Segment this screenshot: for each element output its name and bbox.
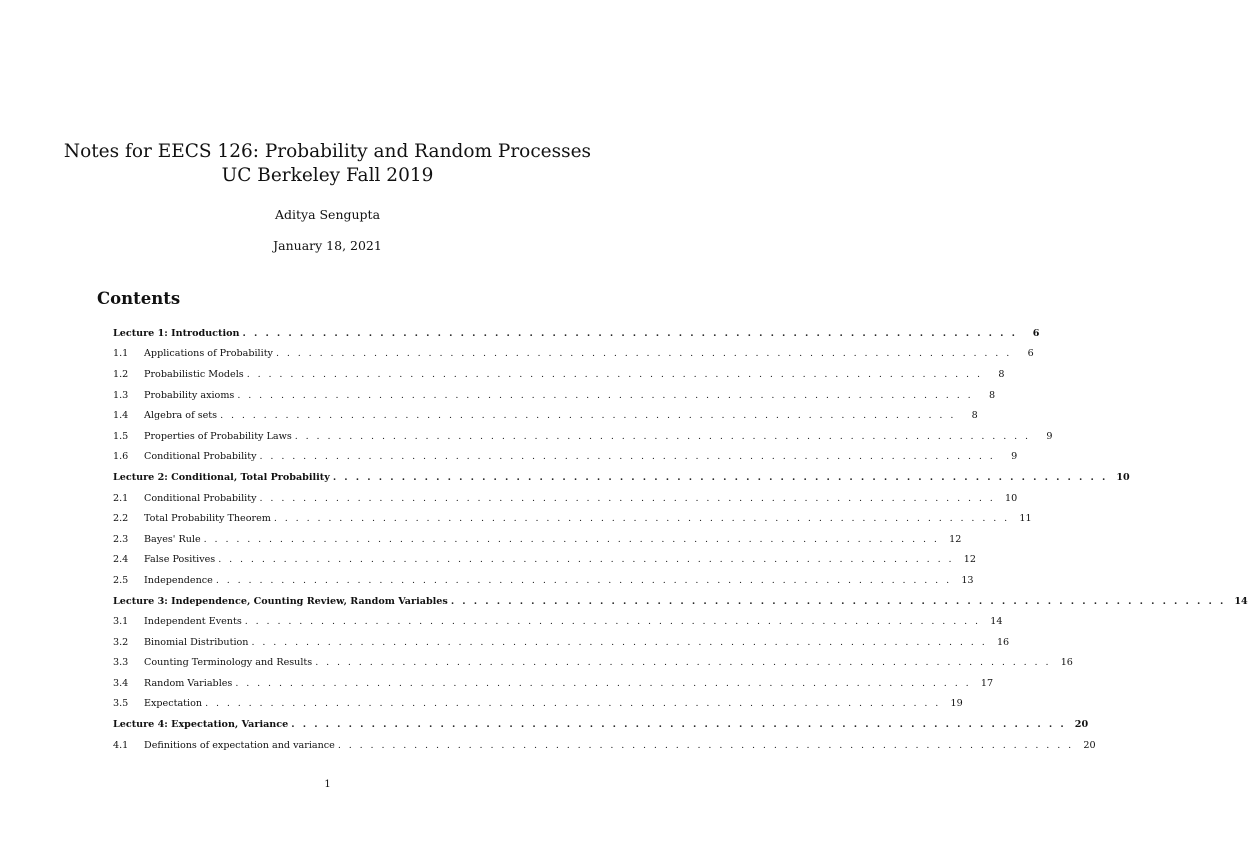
toc-page-number: 8 [988, 389, 996, 401]
toc-section-entry[interactable] [113, 550, 976, 571]
toc-leader-dots: . . . . . . . . . . . . . . . . . . . . . . . . . . . . . . . . . . . . . . . . . . . . . . . . . . . . . . . . . . . . . . . . . . . . [332, 471, 1108, 483]
toc-entry-number: 1.3 [113, 389, 129, 401]
toc-page-number: 16 [1060, 657, 1073, 669]
toc-section-entry[interactable] [113, 529, 962, 550]
toc-page-number: 11 [1019, 513, 1032, 525]
toc-lecture-entry[interactable] [113, 467, 1130, 488]
toc-entry-number: 3.2 [113, 636, 129, 648]
toc-entry-number: 3.5 [113, 698, 129, 710]
page-number: 1 [324, 779, 331, 790]
toc-leader-dots: . . . . . . . . . . . . . . . . . . . . . . . . . . . . . . . . . . . . . . . . . . . . . . . . . . . . . . . . . . . . . . . . . . . . [275, 348, 1012, 360]
date: January 18, 2021 [273, 238, 382, 253]
toc-page-number: 16 [996, 636, 1010, 648]
toc-leader-dots: . . . . . . . . . . . . . . . . . . . . . . . . . . . . . . . . . . . . . . . . . . . . . . . . . . . . . . . . . . . . . . . . . . . . [203, 533, 940, 545]
toc-entry-label: Binomial Distribution [144, 636, 249, 648]
toc-entry-number: 1.6 [113, 451, 129, 463]
toc-section-entry[interactable] [113, 653, 1073, 674]
toc-lecture-entry[interactable] [113, 714, 1089, 735]
toc-entry-number: 2.4 [113, 554, 129, 566]
toc-section-entry[interactable] [113, 673, 994, 694]
toc-page-number: 19 [950, 698, 963, 710]
toc-page-number: 10 [1116, 471, 1130, 483]
toc-page-number: 10 [1005, 492, 1018, 504]
toc-entry-label: Independent Events [144, 616, 242, 628]
toc-leader-dots: . . . . . . . . . . . . . . . . . . . . . . . . . . . . . . . . . . . . . . . . . . . . . . . . . . . . . . . . . . . . . . . . . . . . [450, 595, 1226, 607]
toc-page-number: 20 [1074, 719, 1089, 731]
toc-entry-label: Applications of Probability [144, 348, 273, 360]
toc-entry-number: 3.1 [113, 616, 129, 628]
toc-leader-dots: . . . . . . . . . . . . . . . . . . . . . . . . . . . . . . . . . . . . . . . . . . . . . . . . . . . . . . . . . . . . . . . . . . . . [220, 410, 956, 422]
toc-entry-number: 1.4 [113, 410, 129, 422]
toc-entry-number: 1.2 [113, 368, 129, 380]
toc-leader-dots: . . . . . . . . . . . . . . . . . . . . . . . . . . . . . . . . . . . . . . . . . . . . . . . . . . . . . . . . . . . . . . . . . . . . [235, 677, 972, 689]
toc-entry-label: Lecture 1: Introduction [113, 327, 240, 339]
toc-entry-label: Random Variables [144, 677, 233, 689]
toc-leader-dots: . . . . . . . . . . . . . . . . . . . . . . . . . . . . . . . . . . . . . . . . . . . . . . . . . . . . . . . . . . . . . . . . . . . . [218, 554, 954, 566]
contents-heading: Contents [97, 289, 181, 308]
toc-leader-dots: . . . . . . . . . . . . . . . . . . . . . . . . . . . . . . . . . . . . . . . . . . . . . . . . . . . . . . . . . . . . . . . . . . . . [237, 389, 974, 401]
toc-leader-dots: . . . . . . . . . . . . . . . . . . . . . . . . . . . . . . . . . . . . . . . . . . . . . . . . . . . . . . . . . . . . . . . . . . . . [259, 492, 996, 504]
toc-section-entry[interactable] [113, 735, 1096, 756]
toc-leader-dots: . . . . . . . . . . . . . . . . . . . . . . . . . . . . . . . . . . . . . . . . . . . . . . . . . . . . . . . . . . . . . . . . . . . . [215, 574, 952, 586]
title-line-2: UC Berkeley Fall 2019 [221, 165, 434, 186]
toc-section-entry[interactable] [113, 344, 1034, 365]
toc-entry-number: 3.3 [113, 657, 129, 669]
toc-page-number: 9 [1011, 451, 1018, 463]
toc-page-number: 8 [998, 368, 1005, 380]
toc-entry-number: 1.1 [113, 348, 129, 360]
toc-entry-label: Conditional Probability [144, 451, 257, 463]
toc-page-number: 9 [1046, 430, 1053, 442]
toc-page-number: 6 [1027, 348, 1034, 360]
toc-entry-label: Total Probability Theorem [144, 513, 271, 525]
toc-leader-dots: . . . . . . . . . . . . . . . . . . . . . . . . . . . . . . . . . . . . . . . . . . . . . . . . . . . . . . . . . . . . . . . . . . . . [251, 636, 988, 648]
table-of-contents [113, 323, 1248, 755]
toc-section-entry[interactable] [113, 426, 1053, 447]
toc-section-entry[interactable] [113, 570, 974, 591]
toc-entry-label: Algebra of sets [144, 410, 218, 422]
toc-entry-label: Bayes' Rule [144, 533, 201, 545]
title-line-1: Notes for EECS 126: Probability and Random Processes [63, 141, 592, 162]
toc-section-entry[interactable] [113, 364, 1005, 385]
toc-lecture-entry[interactable] [113, 323, 1040, 344]
toc-entry-label: Properties of Probability Laws [144, 430, 292, 442]
toc-page-number: 12 [963, 554, 976, 566]
toc-entry-label: Counting Terminology and Results [144, 657, 313, 669]
toc-section-entry[interactable] [113, 488, 1018, 509]
toc-leader-dots: . . . . . . . . . . . . . . . . . . . . . . . . . . . . . . . . . . . . . . . . . . . . . . . . . . . . . . . . . . . . . . . . . . . . [246, 368, 983, 380]
toc-entry-label: Expectation [144, 698, 203, 710]
toc-entry-number: 4.1 [113, 739, 129, 751]
toc-lecture-entry[interactable] [113, 591, 1248, 612]
toc-entry-number: 2.3 [113, 533, 129, 545]
toc-entry-label: Lecture 3: Independence, Counting Review, Random Variables [113, 595, 448, 607]
toc-section-entry[interactable] [113, 385, 996, 406]
toc-leader-dots: . . . . . . . . . . . . . . . . . . . . . . . . . . . . . . . . . . . . . . . . . . . . . . . . . . . . . . . . . . . . . . . . . . . . [205, 698, 941, 710]
toc-page-number: 6 [1032, 327, 1040, 339]
toc-leader-dots: . . . . . . . . . . . . . . . . . . . . . . . . . . . . . . . . . . . . . . . . . . . . . . . . . . . . . . . . . . . . . . . . . . . . [294, 430, 1031, 442]
toc-page-number: 14 [990, 616, 1003, 628]
toc-entry-label: Conditional Probability [144, 492, 257, 504]
toc-page-number: 8 [971, 410, 978, 422]
toc-section-entry[interactable] [113, 632, 1010, 653]
toc-leader-dots: . . . . . . . . . . . . . . . . . . . . . . . . . . . . . . . . . . . . . . . . . . . . . . . . . . . . . . . . . . . . . . . . . . . . [244, 616, 981, 628]
toc-section-entry[interactable] [113, 611, 1003, 632]
toc-entry-label: Lecture 4: Expectation, Variance [113, 719, 289, 731]
toc-section-entry[interactable] [113, 508, 1032, 529]
toc-section-entry[interactable] [113, 694, 963, 715]
toc-section-entry[interactable] [113, 447, 1018, 468]
toc-leader-dots: . . . . . . . . . . . . . . . . . . . . . . . . . . . . . . . . . . . . . . . . . . . . . . . . . . . . . . . . . . . . . . . . . . . . [291, 719, 1067, 731]
toc-leader-dots: . . . . . . . . . . . . . . . . . . . . . . . . . . . . . . . . . . . . . . . . . . . . . . . . . . . . . . . . . . . . . . . . . . . . [337, 739, 1074, 751]
toc-entry-label: Probabilistic Models [144, 368, 244, 380]
toc-page-number: 14 [1234, 595, 1248, 607]
toc-entry-number: 2.5 [113, 574, 129, 586]
toc-entry-label: Independence [144, 574, 213, 586]
toc-entry-label: Lecture 2: Conditional, Total Probability [113, 471, 330, 483]
toc-entry-label: Probability axioms [144, 389, 235, 401]
toc-page-number: 12 [949, 533, 962, 545]
toc-entry-number: 3.4 [113, 677, 129, 689]
author: Aditya Sengupta [274, 207, 381, 222]
document-title [0, 140, 655, 188]
toc-entry-label: False Positives [144, 554, 216, 566]
toc-entry-label: Definitions of expectation and variance [144, 739, 335, 751]
toc-page-number: 20 [1083, 739, 1096, 751]
toc-section-entry[interactable] [113, 405, 978, 426]
toc-entry-number: 1.5 [113, 430, 129, 442]
toc-leader-dots: . . . . . . . . . . . . . . . . . . . . . . . . . . . . . . . . . . . . . . . . . . . . . . . . . . . . . . . . . . . . . . . . . . . . [242, 327, 1018, 339]
toc-page-number: 17 [980, 677, 994, 689]
toc-page-number: 13 [961, 574, 974, 586]
toc-leader-dots: . . . . . . . . . . . . . . . . . . . . . . . . . . . . . . . . . . . . . . . . . . . . . . . . . . . . . . . . . . . . . . . . . . . . [259, 451, 996, 463]
toc-leader-dots: . . . . . . . . . . . . . . . . . . . . . . . . . . . . . . . . . . . . . . . . . . . . . . . . . . . . . . . . . . . . . . . . . . . . [315, 657, 1051, 669]
toc-entry-number: 2.2 [113, 513, 129, 525]
toc-leader-dots: . . . . . . . . . . . . . . . . . . . . . . . . . . . . . . . . . . . . . . . . . . . . . . . . . . . . . . . . . . . . . . . . . . . . [273, 513, 1010, 525]
toc-entry-number: 2.1 [113, 492, 129, 504]
